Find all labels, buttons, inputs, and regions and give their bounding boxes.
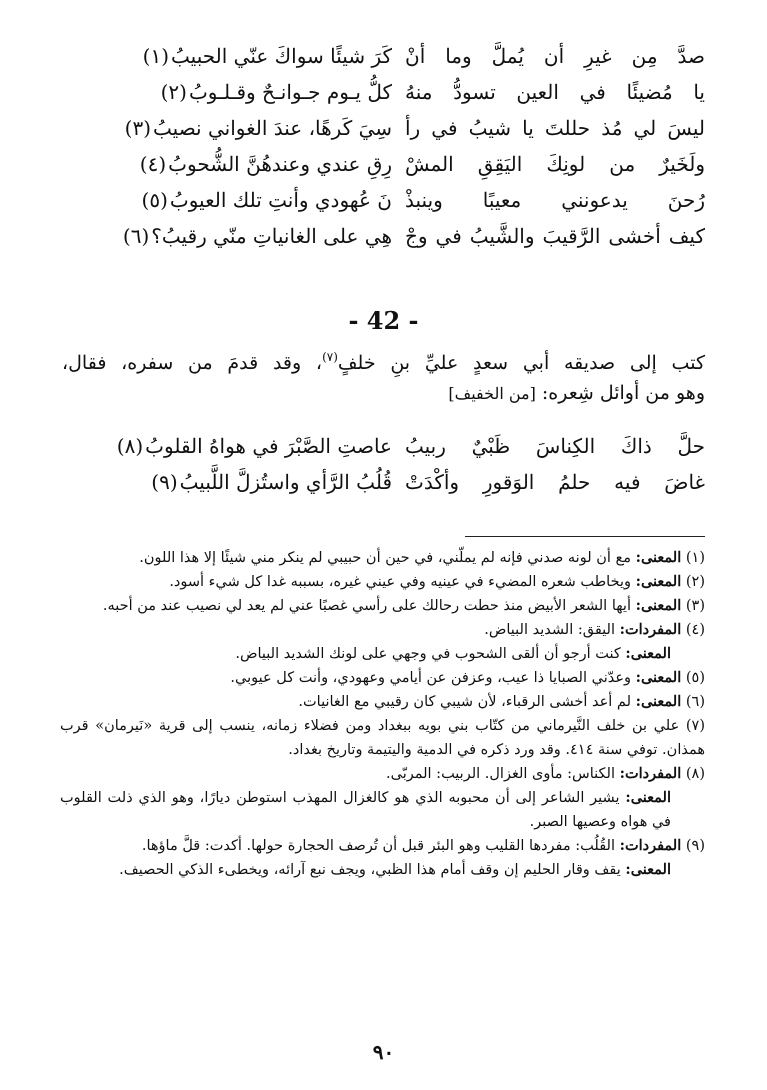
footnote-label: المعنى: [625,789,671,806]
footnote [60,762,705,786]
verse-first-hemistich: صدَّ مِن غيرِ أن يُملَّ وما أنْ [405,44,705,68]
footnote-number: (٩) [685,838,705,854]
footnote-text: يقف وقار الحليم إن وقف أمام هذا الظبي، ويجف نبع آرائه، ويخطىء الذكي الحصيف. [119,862,621,878]
footnote-label: المفردات: [619,621,682,638]
intro-line-2 [62,378,705,409]
footnote-marker: (٥) [141,188,168,212]
footnote-continuation [60,786,705,834]
verse-line [62,146,705,182]
footnote-text: كنت أرجو أن ألقى الشحوب في وجهي على لونك الشديد البياض. [235,646,621,662]
footnote-marker: (٦) [122,224,150,248]
footnote-number: (٣) [685,598,705,614]
footnote-text: القُلُب: مفردها القليب وهو البئر قبل أن تُرصف الحجارة حولها. أكدت: قلَّ ماؤها. [141,838,615,854]
verse-second-hemistich-wrap [62,182,392,218]
verse-line [62,428,705,464]
footnote-number: (٦) [685,694,705,710]
footnote-text: الكناس: مأوى الغزال. الربيب: المربّى. [386,766,615,782]
verse-first-hemistich: كيف أخشى الرَّقيبَ والشَّيبُ في وجْ [405,224,705,248]
verse-line [62,464,705,500]
footnote-continuation [60,642,705,666]
footnote-number: (٨) [685,766,705,782]
poem-first [62,38,705,254]
footnote [60,714,705,762]
verse-first-hemistich: حلَّ ذاكَ الكِناسَ ظَبْيٌ ربيبُ [405,434,705,458]
footnote-label: المعنى: [635,669,682,686]
verse-second-hemistich: كلُّ يـوم جـوانـحٌ وقـلـوبُ [188,80,392,104]
footnote-marker: (١) [142,44,170,68]
verse-second-hemistich-wrap [62,38,392,74]
verse-second-hemistich: نَ عُهودي وأنتِ تلك العيوبُ [169,188,392,212]
footnote-label: المعنى: [635,573,682,590]
intro-text-line2: وهو من أوائل شِعره: [541,382,705,404]
footnote-number: (٤) [685,622,705,638]
footnote-label: المعنى: [635,549,682,566]
footnote-text: لم أعد أخشى الرقباء، لأن شيبي كان رقيبي مع الغانيات. [298,694,631,710]
footnote [60,690,705,714]
verse-second-hemistich: هِي على الغانياتِ منّي رقيبُ؟ [151,224,392,248]
footnote [60,834,705,858]
verse-line [62,218,705,254]
verse-second-hemistich-wrap [62,218,392,254]
verse-first-hemistich: يا مُضيئًا في العين تسودُّ منهُ [405,80,705,104]
footnote-separator [465,536,705,537]
meter-label: [من الخفيف] [448,384,536,403]
verse-first-hemistich: ليسَ لي مُذ حللتَ يا شيبُ في رأ [405,116,705,140]
footnote-text: مع أن لونه صدني فإنه لم يملّني، في حين أن حبيبي لم ينكر مني شيئًا إلا هذا اللون. [139,550,631,566]
footnote-marker: (٤) [139,152,167,176]
verse-first-hemistich: غاضَ فيه حلمُ الوَقورِ وأكْدَتْ [405,470,705,494]
footnote-number: (٢) [685,574,705,590]
footnote-number: (٧) [685,718,705,734]
verse-second-hemistich: قُلُبُ الرَّأي واستُزلَّ اللَّبيبُ [179,470,392,494]
verse-second-hemistich: كَرَ شيئًا سواكَ عنّي الحبيبُ [171,44,392,68]
intro-text-b: ، وقد قدمَ من سفره، فقال، [62,352,323,374]
verse-line [62,74,705,110]
footnote-text: ويخاطب شعره المضيء في عينيه وفي عيني غيره، بسببه غدا كل شيء أسود. [169,574,631,590]
footnote-text: علي بن خلف النَّيرماني من كتّاب بني بويه ببغداد ومن فضلاء زمانه، ينسب إلى قرية «نَيرمان» قرب همذان. توفي سنة ٤١٤. وقد ورد ذكره في الدمية واليتيمة وتاريخ بغداد. [60,718,705,758]
footnote-marker: (٩) [151,470,178,494]
verse-second-hemistich: سِيَ كَرهًا، عندَ الغواني نصيبُ [153,116,392,140]
footnote-marker: (٣) [124,116,152,140]
footnote-label: المفردات: [619,765,682,782]
verse-first-hemistich: ولَخَيرٌ من لونِكَ اليَقِقِ المشْ [405,152,705,176]
footnote [60,666,705,690]
footnote-marker: (٢) [160,80,187,104]
footnote [60,546,705,570]
section-number: - 42 - [348,306,419,335]
verse-second-hemistich: رِقِ عندي وعندهُنَّ الشُّحوبُ [168,152,392,176]
footnote-text: أيها الشعر الأبيض منذ حطت رحالك على رأسي غصبًا عني لم يعد لي نصيب عند من أحبه. [102,598,631,614]
intro-line-1 [62,348,705,380]
footnote-label: المفردات: [619,837,682,854]
verse-second-hemistich-wrap [62,74,392,110]
verse-line [62,38,705,74]
poem-second [62,428,705,500]
footnote-text: وعدّني الصبايا ذا عيب، وعزفن عن أيامي وعهودي، وأنت كل عيوبي. [230,670,631,686]
intro-text-a: كتب إلى صديقه أبي سعدٍ عليِّ بنِ خلفٍ [337,352,705,374]
footnote-label: المعنى: [635,693,682,710]
footnote-text: يشير الشاعر إلى أن محبوبه الذي هو كالغزال المهذب استوطن ديارًا، وهو الذي ذلت القلوب في هواه وعصيها الصبر. [60,790,671,830]
footnote-marker: (٨) [116,434,144,458]
footnote [60,570,705,594]
verse-second-hemistich-wrap [62,428,392,464]
footnote [60,618,705,642]
footnote-number: (١) [685,550,705,566]
verse-line [62,110,705,146]
verse-first-hemistich: رُحنَ يدعونني معيبًا وينبذْ [405,188,705,212]
footnote-label: المعنى: [635,597,682,614]
page-number: ٩٠ [372,1040,395,1064]
verse-second-hemistich-wrap [62,146,392,182]
footnote-label: المعنى: [625,645,671,662]
footnote-label: المعنى: [625,861,671,878]
footnote-number: (٥) [685,670,705,686]
footnotes [60,546,705,882]
verse-line [62,182,705,218]
verse-second-hemistich-wrap [62,110,392,146]
footnote [60,594,705,618]
verse-second-hemistich: عاصتِ الصَّبْرَ في هواهُ القلوبُ [145,434,392,458]
footnote-continuation [60,858,705,882]
verse-second-hemistich-wrap [62,464,392,500]
footnote-text: اليقق: الشديد البياض. [484,622,615,638]
footnote-marker: (٧) [322,350,338,364]
